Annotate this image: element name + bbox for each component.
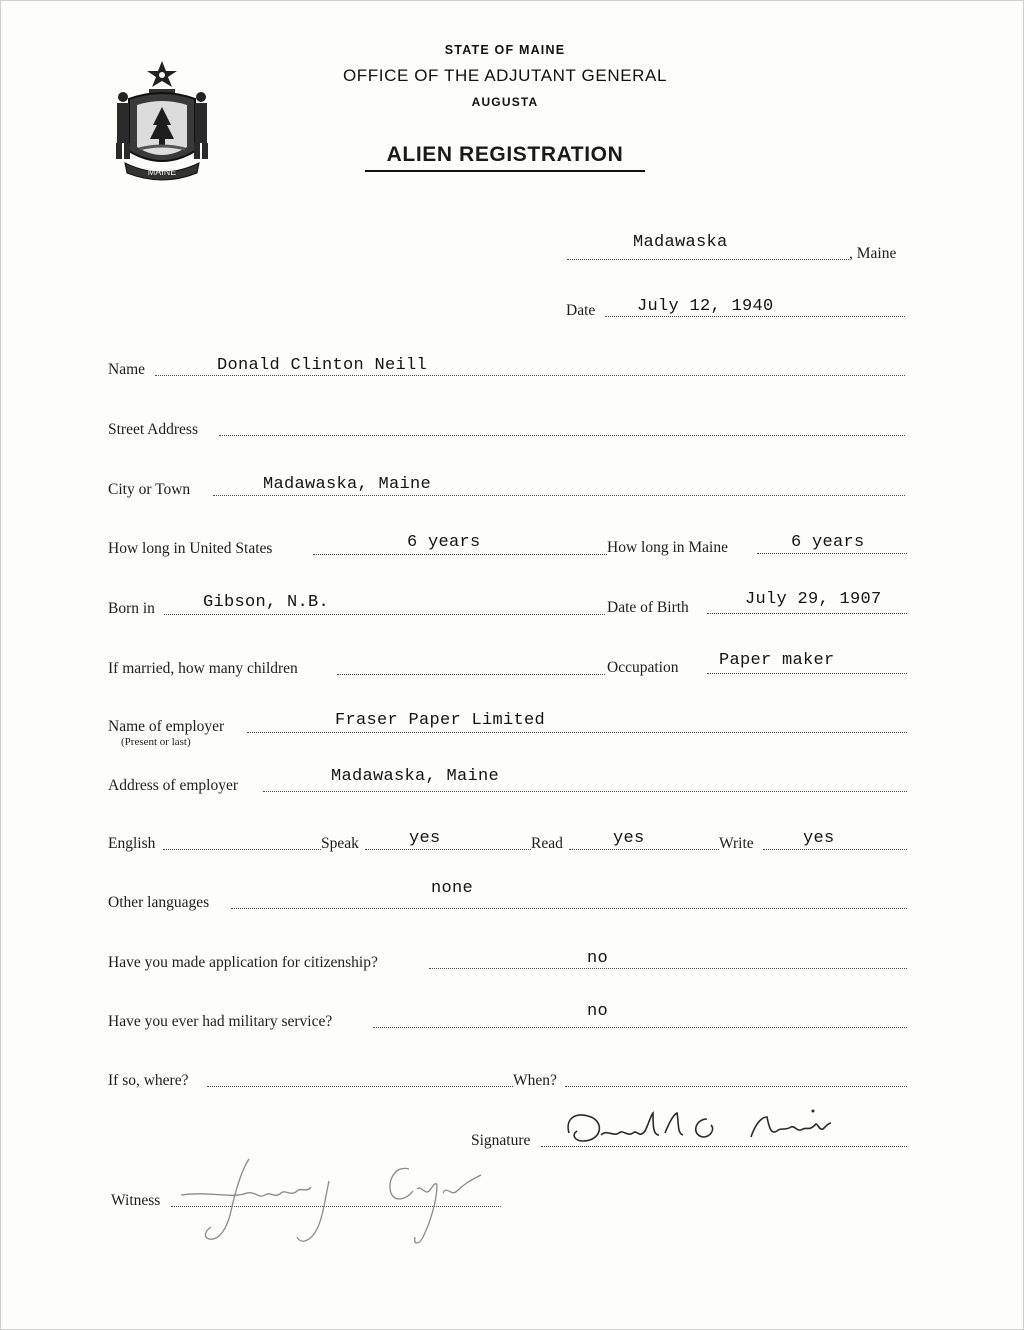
citizenship-value[interactable]: no [587,949,609,968]
date-label: Date [566,302,596,319]
when-label: When? [513,1072,557,1089]
employer-sublabel: (Present or last) [121,736,191,748]
employer-value[interactable]: Fraser Paper Limited [335,711,546,730]
occupation-value[interactable]: Paper maker [719,651,835,670]
street-line[interactable] [219,435,905,436]
how-long-maine-line [757,553,907,554]
born-in-value[interactable]: Gibson, N.B. [203,593,330,612]
how-long-us-value[interactable]: 6 years [407,533,481,552]
occupation-line [707,673,907,674]
city-line [213,495,905,496]
office-heading: OFFICE OF THE ADJUTANT GENERAL [342,66,668,85]
where-line[interactable] [207,1086,513,1087]
city-label: City or Town [108,481,191,498]
date-value[interactable]: July 12, 1940 [637,297,774,316]
citizenship-label: Have you made application for citizenship? [108,954,378,971]
born-in-label: Born in [108,600,155,617]
name-line [155,375,905,376]
employer-label: Name of employer [108,718,225,735]
witness-signature [151,1141,501,1251]
name-value[interactable]: Donald Clinton Neill [217,356,428,375]
english-line [163,849,321,850]
state-heading: STATE OF MAINE [444,43,566,57]
employer-address-label: Address of employer [108,777,238,794]
applicant-signature [561,1101,861,1151]
when-line[interactable] [565,1086,907,1087]
children-line[interactable] [337,674,605,675]
where-label: If so, where? [108,1072,189,1089]
city-heading: AUGUSTA [471,95,539,109]
other-languages-label: Other languages [108,894,210,911]
born-in-line [164,614,605,615]
employer-line [247,732,907,733]
street-label: Street Address [108,421,198,438]
how-long-us-label: How long in United States [108,540,273,557]
speak-value[interactable]: yes [409,829,441,848]
read-label: Read [531,835,563,852]
english-label: English [108,835,156,852]
name-label: Name [108,361,146,378]
signature-label: Signature [471,1132,531,1149]
how-long-maine-label: How long in Maine [607,539,728,556]
place-value[interactable]: Madawaska [633,233,728,252]
date-line [605,316,905,317]
city-value[interactable]: Madawaska, Maine [263,475,432,494]
write-line [763,849,907,850]
write-label: Write [719,835,754,852]
occupation-label: Occupation [607,659,679,676]
date-of-birth-value[interactable]: July 29, 1907 [745,590,882,609]
form-title: ALIEN REGISTRATION [365,143,645,172]
place-suffix: , Maine [849,245,897,262]
place-line [567,259,849,260]
witness-label: Witness [111,1192,161,1209]
military-label: Have you ever had military service? [108,1013,333,1030]
write-value[interactable]: yes [803,829,835,848]
how-long-us-line [313,554,607,555]
military-value[interactable]: no [587,1002,609,1021]
other-languages-value[interactable]: none [431,879,474,898]
employer-address-value[interactable]: Madawaska, Maine [331,767,500,786]
seal-text: MAINE [147,167,177,177]
citizenship-line [429,968,907,969]
date-of-birth-line [707,613,907,614]
military-line [373,1027,907,1028]
how-long-maine-value[interactable]: 6 years [791,533,865,552]
read-value[interactable]: yes [613,829,645,848]
speak-line [365,849,531,850]
employer-address-line [263,791,907,792]
date-of-birth-label: Date of Birth [607,599,689,616]
other-languages-line [231,908,907,909]
children-label: If married, how many children [108,660,298,677]
speak-label: Speak [321,835,359,852]
read-line [569,849,719,850]
